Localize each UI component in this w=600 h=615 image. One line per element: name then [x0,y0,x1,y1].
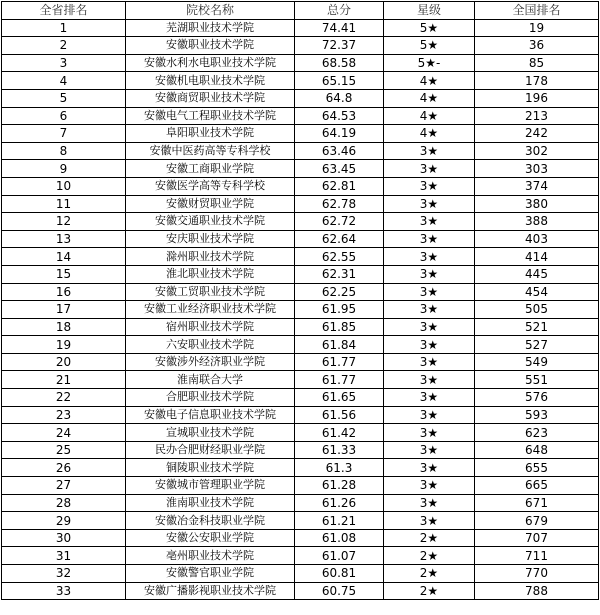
total-score-cell: 61.65 [295,389,384,407]
national-rank-cell: 213 [475,107,599,125]
table-row [2,424,599,442]
star-level-cell: 3★ [384,494,475,512]
national-rank-cell: 521 [475,318,599,336]
star-level-cell: 4★ [384,125,475,143]
ranking-table-container [1,1,599,600]
national-rank-cell: 576 [475,389,599,407]
school-name-cell: 安徽职业技术学院 [126,37,295,55]
table-row [2,318,599,336]
school-name-cell: 安徽冶金科技职业学院 [126,512,295,530]
total-score-cell: 61.33 [295,441,384,459]
province-rank-cell: 26 [2,459,126,477]
table-row [2,406,599,424]
national-rank-cell: 707 [475,529,599,547]
school-name-cell: 阜阳职业技术学院 [126,125,295,143]
table-row [2,389,599,407]
province-rank-cell: 15 [2,265,126,283]
province-rank-cell: 28 [2,494,126,512]
national-rank-cell: 648 [475,441,599,459]
national-rank-cell: 679 [475,512,599,530]
school-name-cell: 安庆职业技术学院 [126,230,295,248]
province-rank-cell: 22 [2,389,126,407]
table-row [2,459,599,477]
total-score-cell: 64.53 [295,107,384,125]
school-name-cell: 安徽工业经济职业技术学院 [126,301,295,319]
table-row [2,565,599,583]
table-row [2,441,599,459]
school-name-cell: 安徽商贸职业技术学院 [126,89,295,107]
school-name-cell: 安徽广播影视职业技术学院 [126,582,295,600]
total-score-cell: 62.31 [295,265,384,283]
total-score-cell: 64.8 [295,89,384,107]
table-row [2,512,599,530]
province-rank-cell: 29 [2,512,126,530]
province-rank-cell: 4 [2,72,126,90]
total-score-cell: 62.72 [295,213,384,231]
star-level-cell: 3★ [384,265,475,283]
province-rank-cell: 2 [2,37,126,55]
national-rank-cell: 414 [475,248,599,266]
star-level-cell: 2★ [384,582,475,600]
school-name-cell: 安徽工商职业学院 [126,160,295,178]
star-level-cell: 5★ [384,37,475,55]
total-score-cell: 63.45 [295,160,384,178]
school-name-cell: 安徽电子信息职业技术学院 [126,406,295,424]
school-name-cell: 安徽警官职业学院 [126,565,295,583]
star-level-cell: 3★ [384,389,475,407]
total-score-cell: 74.41 [295,19,384,37]
header-school-name: 院校名称 [126,2,295,20]
total-score-cell: 61.84 [295,336,384,354]
total-score-cell: 63.46 [295,142,384,160]
table-row [2,230,599,248]
table-row [2,353,599,371]
national-rank-cell: 302 [475,142,599,160]
star-level-cell: 3★ [384,248,475,266]
school-name-cell: 安徽中医药高等专科学校 [126,142,295,160]
national-rank-cell: 593 [475,406,599,424]
school-name-cell: 安徽城市管理职业学院 [126,477,295,495]
total-score-cell: 61.95 [295,301,384,319]
table-row [2,177,599,195]
star-level-cell: 3★ [384,318,475,336]
province-rank-cell: 7 [2,125,126,143]
star-level-cell: 3★ [384,477,475,495]
table-row [2,301,599,319]
star-level-cell: 3★ [384,160,475,178]
province-rank-cell: 9 [2,160,126,178]
total-score-cell: 61.26 [295,494,384,512]
school-name-cell: 安徽电气工程职业技术学院 [126,107,295,125]
school-name-cell: 亳州职业技术学院 [126,547,295,565]
province-rank-cell: 16 [2,283,126,301]
province-rank-cell: 17 [2,301,126,319]
national-rank-cell: 19 [475,19,599,37]
total-score-cell: 61.28 [295,477,384,495]
header-national-rank: 全国排名 [475,2,599,20]
total-score-cell: 65.15 [295,72,384,90]
national-rank-cell: 505 [475,301,599,319]
school-name-cell: 淮南职业技术学院 [126,494,295,512]
star-level-cell: 3★ [384,195,475,213]
province-rank-cell: 14 [2,248,126,266]
province-rank-cell: 23 [2,406,126,424]
school-name-cell: 淮南联合大学 [126,371,295,389]
star-level-cell: 3★ [384,336,475,354]
province-rank-cell: 21 [2,371,126,389]
total-score-cell: 60.81 [295,565,384,583]
national-rank-cell: 551 [475,371,599,389]
star-level-cell: 3★ [384,142,475,160]
table-row [2,582,599,600]
table-body [2,19,599,600]
school-name-cell: 安徽工贸职业技术学院 [126,283,295,301]
national-rank-cell: 303 [475,160,599,178]
star-level-cell: 3★ [384,213,475,231]
table-row [2,19,599,37]
table-row [2,477,599,495]
star-level-cell: 3★ [384,230,475,248]
star-level-cell: 3★ [384,424,475,442]
school-name-cell: 民办合肥财经职业学院 [126,441,295,459]
national-rank-cell: 527 [475,336,599,354]
national-rank-cell: 454 [475,283,599,301]
school-name-cell: 淮北职业技术学院 [126,265,295,283]
school-name-cell: 安徽涉外经济职业学院 [126,353,295,371]
national-rank-cell: 380 [475,195,599,213]
total-score-cell: 60.75 [295,582,384,600]
national-rank-cell: 711 [475,547,599,565]
national-rank-cell: 36 [475,37,599,55]
school-name-cell: 宣城职业技术学院 [126,424,295,442]
national-rank-cell: 242 [475,125,599,143]
header-star-level: 星级 [384,2,475,20]
national-rank-cell: 655 [475,459,599,477]
total-score-cell: 61.3 [295,459,384,477]
table-row [2,336,599,354]
total-score-cell: 61.08 [295,529,384,547]
national-rank-cell: 374 [475,177,599,195]
province-rank-cell: 3 [2,54,126,72]
school-name-cell: 芜湖职业技术学院 [126,19,295,37]
province-rank-cell: 8 [2,142,126,160]
national-rank-cell: 445 [475,265,599,283]
star-level-cell: 3★ [384,177,475,195]
total-score-cell: 72.37 [295,37,384,55]
school-name-cell: 铜陵职业技术学院 [126,459,295,477]
table-row [2,125,599,143]
province-rank-cell: 5 [2,89,126,107]
total-score-cell: 61.77 [295,353,384,371]
province-rank-cell: 11 [2,195,126,213]
table-row [2,89,599,107]
total-score-cell: 61.56 [295,406,384,424]
star-level-cell: 5★ [384,19,475,37]
table-row [2,494,599,512]
star-level-cell: 3★ [384,459,475,477]
header-row [2,2,599,20]
school-name-cell: 安徽机电职业技术学院 [126,72,295,90]
table-row [2,547,599,565]
table-row [2,283,599,301]
school-name-cell: 安徽水利水电职业技术学院 [126,54,295,72]
province-rank-cell: 20 [2,353,126,371]
total-score-cell: 64.19 [295,125,384,143]
national-rank-cell: 770 [475,565,599,583]
header-province-rank: 全省排名 [2,2,126,20]
national-rank-cell: 388 [475,213,599,231]
total-score-cell: 61.42 [295,424,384,442]
ranking-table [1,1,599,600]
star-level-cell: 3★ [384,353,475,371]
school-name-cell: 宿州职业技术学院 [126,318,295,336]
table-row [2,248,599,266]
table-row [2,195,599,213]
total-score-cell: 61.77 [295,371,384,389]
star-level-cell: 4★ [384,72,475,90]
province-rank-cell: 24 [2,424,126,442]
total-score-cell: 62.78 [295,195,384,213]
header-total-score: 总分 [295,2,384,20]
province-rank-cell: 30 [2,529,126,547]
total-score-cell: 62.55 [295,248,384,266]
table-row [2,265,599,283]
total-score-cell: 62.25 [295,283,384,301]
school-name-cell: 安徽财贸职业学院 [126,195,295,213]
table-row [2,142,599,160]
national-rank-cell: 788 [475,582,599,600]
school-name-cell: 滁州职业技术学院 [126,248,295,266]
national-rank-cell: 196 [475,89,599,107]
national-rank-cell: 85 [475,54,599,72]
province-rank-cell: 12 [2,213,126,231]
school-name-cell: 安徽医学高等专科学校 [126,177,295,195]
table-row [2,371,599,389]
table-row [2,160,599,178]
total-score-cell: 61.85 [295,318,384,336]
star-level-cell: 2★ [384,565,475,583]
star-level-cell: 5★- [384,54,475,72]
school-name-cell: 合肥职业技术学院 [126,389,295,407]
national-rank-cell: 403 [475,230,599,248]
province-rank-cell: 19 [2,336,126,354]
star-level-cell: 2★ [384,529,475,547]
province-rank-cell: 32 [2,565,126,583]
total-score-cell: 68.58 [295,54,384,72]
star-level-cell: 4★ [384,107,475,125]
province-rank-cell: 33 [2,582,126,600]
national-rank-cell: 671 [475,494,599,512]
province-rank-cell: 18 [2,318,126,336]
star-level-cell: 3★ [384,283,475,301]
province-rank-cell: 31 [2,547,126,565]
national-rank-cell: 665 [475,477,599,495]
province-rank-cell: 27 [2,477,126,495]
province-rank-cell: 13 [2,230,126,248]
star-level-cell: 3★ [384,301,475,319]
table-row [2,37,599,55]
table-row [2,54,599,72]
star-level-cell: 2★ [384,547,475,565]
star-level-cell: 3★ [384,406,475,424]
star-level-cell: 4★ [384,89,475,107]
total-score-cell: 61.21 [295,512,384,530]
total-score-cell: 62.64 [295,230,384,248]
school-name-cell: 安徽交通职业技术学院 [126,213,295,231]
table-header [2,2,599,20]
school-name-cell: 六安职业技术学院 [126,336,295,354]
school-name-cell: 安徽公安职业学院 [126,529,295,547]
star-level-cell: 3★ [384,512,475,530]
total-score-cell: 61.07 [295,547,384,565]
national-rank-cell: 549 [475,353,599,371]
table-row [2,529,599,547]
table-row [2,72,599,90]
star-level-cell: 3★ [384,371,475,389]
province-rank-cell: 6 [2,107,126,125]
province-rank-cell: 1 [2,19,126,37]
province-rank-cell: 25 [2,441,126,459]
national-rank-cell: 623 [475,424,599,442]
total-score-cell: 62.81 [295,177,384,195]
star-level-cell: 3★ [384,441,475,459]
national-rank-cell: 178 [475,72,599,90]
table-row [2,213,599,231]
province-rank-cell: 10 [2,177,126,195]
table-row [2,107,599,125]
